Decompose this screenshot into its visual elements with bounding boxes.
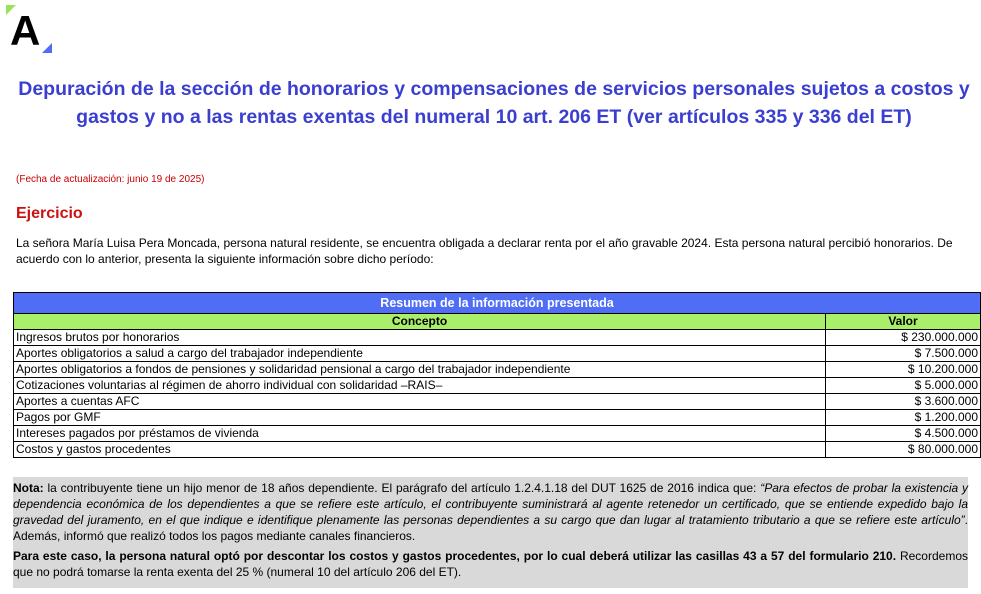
page-title: Depuración de la sección de honorarios y compensaciones de servicios personales sujetos a costos y gastos y no a las rentas exentas del numeral 10 art. 206 ET (ver artículos 335 y 336 del ET)	[18, 78, 970, 128]
row-value: $ 10.200.000	[826, 362, 981, 378]
row-concept: Intereses pagados por préstamos de vivienda	[14, 426, 826, 442]
row-concept: Aportes obligatorios a fondos de pensiones y solidaridad pensional a cargo del trabajador independiente	[14, 362, 826, 378]
summary-table	[13, 292, 981, 458]
table-row	[14, 378, 981, 394]
row-value: $ 7.500.000	[826, 346, 981, 362]
row-value: $ 1.200.000	[826, 410, 981, 426]
note-text-after: . Además, informó que realizó todos los pagos mediante canales financieros.	[13, 513, 968, 543]
column-header-concept: Concepto	[14, 314, 826, 330]
table-title: Resumen de la información presentada	[14, 293, 981, 314]
table-row	[14, 426, 981, 442]
column-header-value: Valor	[826, 314, 981, 330]
table-row	[14, 442, 981, 458]
note-label: Nota:	[13, 481, 44, 495]
update-date: (Fecha de actualización: junio 19 de 2025)	[16, 174, 205, 185]
table-row	[14, 394, 981, 410]
exercise-heading: Ejercicio	[16, 205, 83, 222]
row-value: $ 5.000.000	[826, 378, 981, 394]
note-text: la contribuyente tiene un hijo menor de 18 años dependiente. El parágrafo del artículo 1.2.4.1.18 del DUT 1625 de 2016 indica que:	[43, 481, 761, 495]
row-value: $ 80.000.000	[826, 442, 981, 458]
row-concept: Ingresos brutos por honorarios	[14, 330, 826, 346]
intro-paragraph: La señora María Luisa Pera Moncada, persona natural residente, se encuentra obligada a declarar renta por el año gravable 2024. Esta persona natural percibió honorarios. De acuerdo con lo anterior, presenta la siguiente información sobre dicho período:	[16, 236, 953, 266]
conclusion-bold: Para este caso, la persona natural optó por descontar los costos y gastos procedentes, por lo cual deberá utilizar las casillas 43 a 57 del formulario 210.	[13, 549, 897, 563]
row-value: $ 4.500.000	[826, 426, 981, 442]
row-concept: Cotizaciones voluntarias al régimen de ahorro individual con solidaridad –RAIS–	[14, 378, 826, 394]
row-value: $ 3.600.000	[826, 394, 981, 410]
note-box	[13, 477, 968, 588]
row-concept: Aportes a cuentas AFC	[14, 394, 826, 410]
svg-text:A: A	[10, 7, 41, 53]
table-row	[14, 410, 981, 426]
conclusion-text: Recordemos que no podrá tomarse la renta exenta del 25 % (numeral 10 del artículo 206 del ET).	[13, 549, 968, 579]
note-quote: “Para efectos de probar la existencia y dependencia económica de los dependientes a que se refiere este artículo, el contribuyente suministrará al agente retenedor un certificado, que se entiende expedido bajo la gravedad del juramento, en el que indique e identifique plenamente las personas dependientes a su cargo que dan lugar al tratamiento tributario a que se refiere este artículo”	[13, 481, 968, 527]
table-row	[14, 346, 981, 362]
conclusion-paragraph	[13, 548, 968, 580]
row-concept: Costos y gastos procedentes	[14, 442, 826, 458]
table-row	[14, 330, 981, 346]
row-concept: Aportes obligatorios a salud a cargo del trabajador independiente	[14, 346, 826, 362]
note-paragraph	[13, 480, 968, 544]
row-concept: Pagos por GMF	[14, 410, 826, 426]
row-value: $ 230.000.000	[826, 330, 981, 346]
company-logo	[6, 5, 52, 53]
table-row	[14, 362, 981, 378]
